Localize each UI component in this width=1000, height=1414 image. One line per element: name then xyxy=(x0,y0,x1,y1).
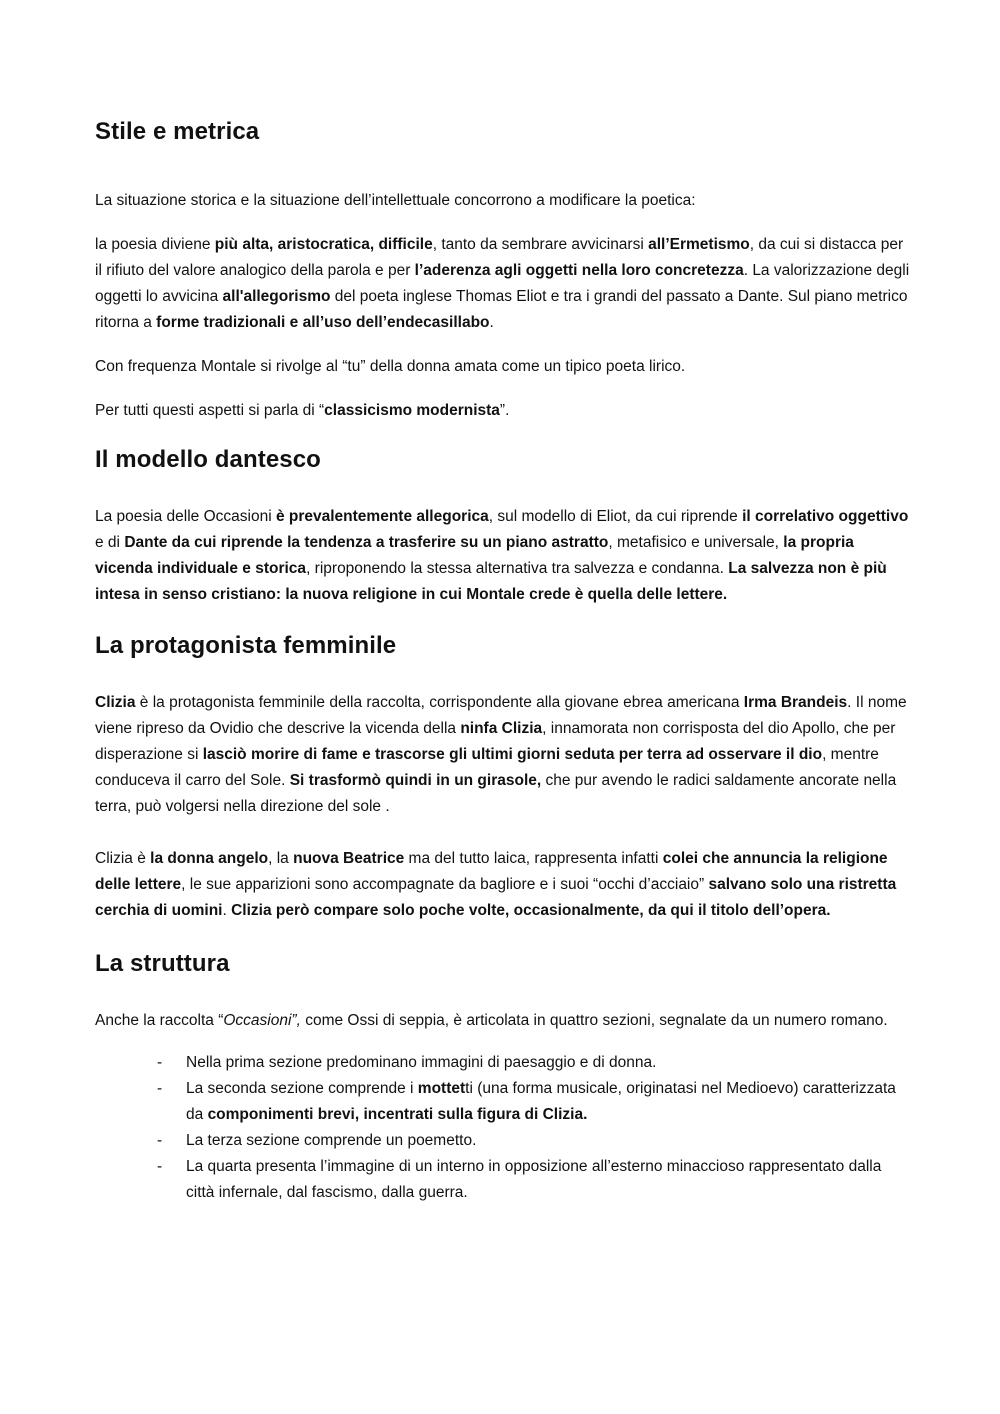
list-bullet: - xyxy=(157,1132,163,1149)
bold-text: Irma Brandeis xyxy=(743,694,848,711)
bold-text: Clizia però compare solo poche volte, occasionalmente, da qui il titolo dell’opera. xyxy=(231,902,831,919)
paragraph xyxy=(95,398,910,424)
list-item xyxy=(95,1128,910,1154)
bold-text: Dante da cui riprende la tendenza a trasferire su un piano astratto xyxy=(124,534,609,551)
paragraph xyxy=(95,1008,910,1034)
text-run: , le sue apparizioni sono accompagnate da bagliore e i suoi “occhi d’acciaio” xyxy=(181,876,709,893)
section-heading-stile-e-metrica: Stile e metrica xyxy=(95,118,260,145)
bold-text: il correlativo oggettivo xyxy=(742,508,909,525)
text-run: la poesia diviene xyxy=(95,236,215,253)
bold-text: Clizia xyxy=(95,694,136,711)
text-run: Per tutti questi aspetti si parla di “ xyxy=(95,402,325,419)
list-item-text xyxy=(186,1080,896,1123)
bold-text: all’Ermetismo xyxy=(648,236,750,253)
bold-text: lasciò morire di fame e trascorse gli ultimi giorni seduta per terra ad osservare il dio xyxy=(202,746,823,763)
list-bullet: - xyxy=(157,1054,163,1071)
text-run: , da cui si distacca per il rifiuto del valore analogico della parola e per xyxy=(95,236,904,279)
text-run: , riproponendo la stessa alternativa tra salvezza e condanna. xyxy=(306,560,729,577)
section-heading-la-protagonista-femminile: La protagonista femminile xyxy=(95,632,397,659)
text-run: che pur avendo le radici saldamente ancorate nella terra, può volgersi nella direzione del sole . xyxy=(95,772,897,815)
text-run: La quarta presenta l’immagine di un interno in opposizione all’esterno minaccioso rappresentato dalla città infernale, dal fascismo, dalla guerra. xyxy=(186,1158,882,1201)
section-heading-la-struttura: La struttura xyxy=(95,950,230,977)
bold-text: nuova Beatrice xyxy=(293,850,405,867)
text-run: , metafisico e universale, xyxy=(608,534,784,551)
bold-text: all'allegorismo xyxy=(222,288,331,305)
text-run: , tanto da sembrare avvicinarsi xyxy=(432,236,649,253)
bold-text: forme tradizionali e all’uso dell’endecasillabo xyxy=(156,314,490,331)
paragraph xyxy=(95,846,910,924)
paragraph xyxy=(95,232,910,336)
text-run: , sul modello di Eliot, da cui riprende xyxy=(488,508,743,525)
paragraph xyxy=(95,690,910,820)
text-run: , la xyxy=(268,850,294,867)
text-run: . La valorizzazione degli oggetti lo avvicina xyxy=(95,262,910,305)
bold-text: è prevalentemente allegorica xyxy=(275,508,489,525)
text-run: La terza sezione comprende un poemetto. xyxy=(186,1132,477,1149)
list-item-text xyxy=(186,1132,476,1149)
bold-text: la donna angelo xyxy=(150,850,269,867)
list-item xyxy=(95,1076,910,1128)
bold-text: componimenti brevi, incentrati sulla figura di Clizia. xyxy=(207,1106,588,1123)
list-item-text xyxy=(186,1054,656,1071)
text-run: La poesia delle Occasioni xyxy=(95,508,276,525)
text-run: del poeta inglese Thomas Eliot e tra i grandi del passato a Dante. Sul piano metrico ritorna a xyxy=(95,288,908,331)
bold-text: La salvezza non è più intesa in senso cristiano: la nuova religione in cui Montale crede è quella delle lettere. xyxy=(95,560,887,603)
text-run: come Ossi di seppia, è articolata in quattro sezioni, segnalate da un numero romano. xyxy=(300,1012,888,1029)
paragraph: La situazione storica e la situazione dell’intellettuale concorrono a modificare la poetica: xyxy=(95,192,696,209)
text-run: è la protagonista femminile della raccolta, corrispondente alla giovane ebrea americana xyxy=(135,694,744,711)
paragraph xyxy=(95,504,910,608)
bold-text: colei che annuncia la religione delle lettere xyxy=(95,850,888,893)
document-body xyxy=(95,118,910,1206)
bold-text: la propria vicenda individuale e storica xyxy=(95,534,854,577)
text-run: . xyxy=(489,314,494,331)
text-run: La seconda sezione comprende i xyxy=(186,1080,418,1097)
bold-text: classicismo modernista xyxy=(324,402,500,419)
list-item xyxy=(95,1050,910,1076)
text-run: e di xyxy=(95,534,125,551)
italic-text: Occasioni”, xyxy=(223,1012,301,1029)
text-run: , mentre conduceva il carro del Sole. xyxy=(95,746,879,789)
text-run: Nella prima sezione predominano immagini di paesaggio e di donna. xyxy=(186,1054,657,1071)
bold-text: più alta, aristocratica, difficile xyxy=(214,236,433,253)
paragraph: Con frequenza Montale si rivolge al “tu” della donna amata come un tipico poeta lirico. xyxy=(95,358,686,375)
text-run: Anche la raccolta “ xyxy=(95,1012,224,1029)
text-run: . Il nome viene ripreso da Ovidio che descrive la vicenda della xyxy=(95,694,907,737)
text-run: . xyxy=(222,902,232,919)
bold-text: Si trasformò quindi in un girasole, xyxy=(289,772,542,789)
sections-list xyxy=(95,1050,910,1206)
list-item xyxy=(95,1154,910,1206)
section-heading-il-modello-dantesco: Il modello dantesco xyxy=(95,446,321,473)
text-run: ”. xyxy=(499,402,510,419)
bold-text: mottet xyxy=(417,1080,466,1097)
text-run: Clizia è xyxy=(95,850,151,867)
text-run: ma del tutto laica, rappresenta infatti xyxy=(404,850,663,867)
bold-text: ninfa Clizia xyxy=(460,720,543,737)
text-run: ti (una forma musicale, originatasi nel Medioevo) caratterizzata da xyxy=(186,1080,896,1123)
bold-text: salvano solo una ristretta cerchia di uomini xyxy=(95,876,897,919)
text-run: , innamorata non corrisposta del dio Apollo, che per disperazione si xyxy=(95,720,896,763)
bold-text: l’aderenza agli oggetti nella loro concretezza xyxy=(414,262,744,279)
list-bullet: - xyxy=(157,1080,163,1097)
list-item-text xyxy=(186,1158,881,1201)
list-bullet: - xyxy=(157,1158,163,1175)
